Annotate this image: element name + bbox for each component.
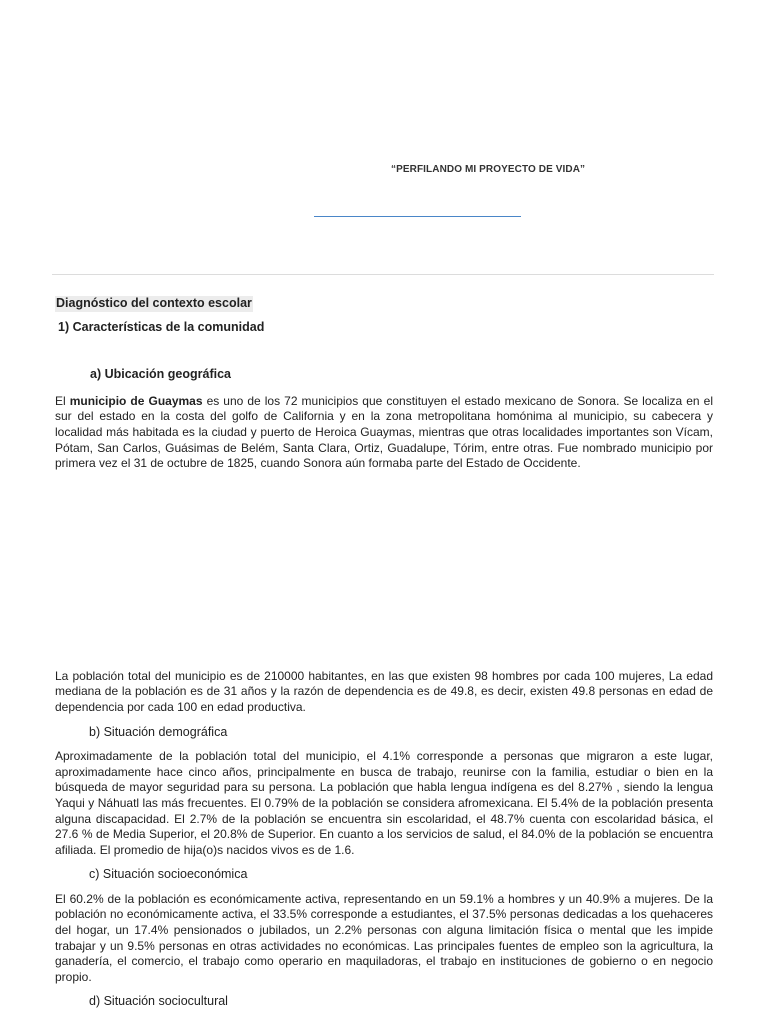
blank-space xyxy=(55,472,713,658)
section-heading: Diagnóstico del contexto escolar xyxy=(56,296,252,310)
title-underline xyxy=(314,216,521,217)
subheading-demografica: b) Situación demográfica xyxy=(89,724,228,739)
paragraph-socioeconomica: El 60.2% de la población es económicamente activa, representando en un 59.1% a hombres y un 40.9% a mujeres. De la población no económicamente activa, el 33.5% corresponde a estudiantes, el 37.5% personas dedicadas a los quehaceres del hogar, un 17.4% pensionados o jubilados, un 2.2% personas con alguna limitación física o mental que les impide trabajar y un 9.5% personas en otras actividades no económicas. Las principales fuentes de empleo son la agricultura, la ganadería, el comercio, el trabajo como operario en maquiladoras, el trabajo en instituciones de gobierno o en negocio propio. xyxy=(55,891,713,984)
numbered-heading: 1) Características de la comunidad xyxy=(58,319,265,334)
subheading-ubicacion: a) Ubicación geográfica xyxy=(90,367,232,382)
para-lead: El xyxy=(55,393,70,408)
para-rest: es uno de los 72 municipios que constituyen el estado mexicano de Sonora. Se localiza en el sur del estado en la costa del golfo de California y en la zona metropolitana homónima al municipio, su cabecera y localidad más habitada es la ciudad y puerto de Heroica Guaymas, mientras que otras localidades importantes son Vícam, Pótam, San Carlos, Guásimas de Belém, Santa Clara, Ortiz, Guadalupe, Tórim, entre otras. Fue nombrado municipio por primera vez el 31 de octubre de 1825, cuando Sonora aún formaba parte del Estado de Occidente. xyxy=(55,393,713,471)
paragraph-poblacion: La población total del municipio es de 210000 habitantes, en las que existen 98 hombres por cada 100 mujeres, La edad mediana de la población es de 31 años y la razón de dependencia es de 49.8, es decir, existen 49.8 personas en edad de dependencia por cada 100 en edad productiva. xyxy=(55,668,713,714)
paragraph-ubicacion xyxy=(55,394,713,472)
paragraph-demografica: Aproximadamente de la población total del municipio, el 4.1% corresponde a personas que migraron a este lugar, aproximadamente hace cinco años, principalmente en busca de trabajo, reunirse con la familia, estudiar o bien en la búsqueda de mayor seguridad para su persona. La población que habla lengua indígena es del 8.27% , siendo la lengua Yaqui y Náhuatl las más frecuentes. El 0.79% de la población se considera afromexicana. El 5.4% de la población presenta alguna discapacidad. El 2.7% de la población se encuentra sin escolaridad, el 48.7% cuenta con escolaridad básica, el 27.6 % de Media Superior, el 20.8% de Superior. En cuanto a los servicios de salud, el 84.0% de la población se encuentra afiliada. El promedio de hija(o)s nacidos vivos es de 1.6. xyxy=(55,749,713,857)
subheading-socioeconomica: c) Situación socioeconómica xyxy=(89,867,248,882)
document-title: “PERFILANDO MI PROYECTO DE VIDA” xyxy=(391,164,586,175)
document-body xyxy=(55,296,713,1010)
municipio-bold: municipio de Guaymas xyxy=(69,393,203,408)
subheading-sociocultural: d) Situación sociocultural xyxy=(89,994,228,1009)
page-divider xyxy=(52,274,714,275)
